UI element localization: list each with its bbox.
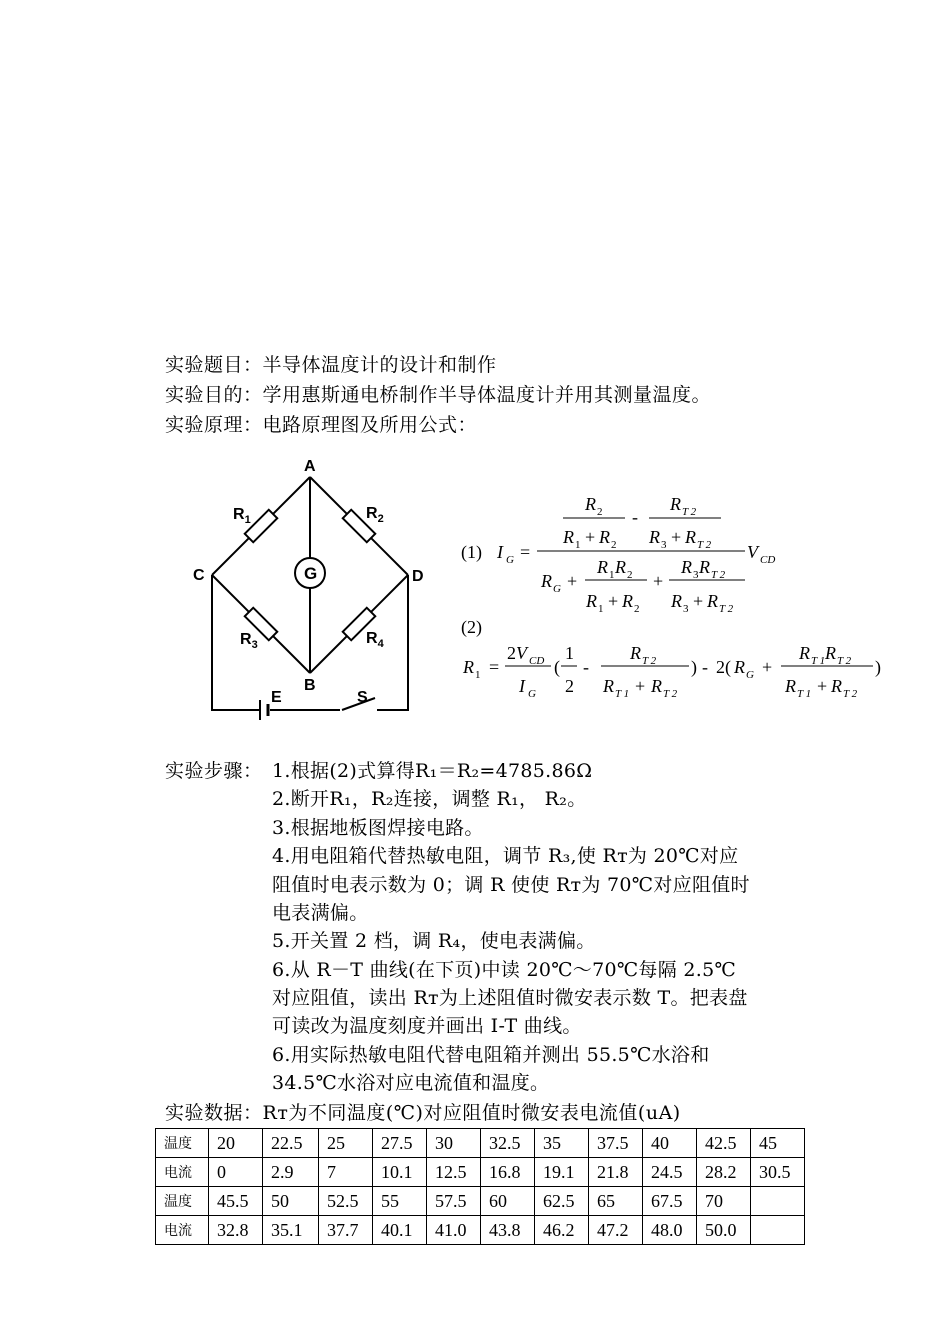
svg-text:3: 3 — [693, 569, 699, 581]
svg-text:R: R — [599, 527, 610, 547]
svg-text:R: R — [707, 591, 718, 611]
row-label: 温度 — [156, 1187, 209, 1216]
svg-text:R: R — [615, 557, 626, 577]
svg-text:+: + — [608, 591, 619, 611]
step-7-line-1: 6.用实际热敏电阻代替电阻箱并测出 55.5℃水浴和 — [272, 1044, 710, 1066]
data-description: Rᴛ为不同温度(℃)对应阻值时微安表电流值(uA) — [262, 1102, 681, 1124]
bridge-circuit-diagram — [185, 452, 435, 727]
r1-label: $R_1$ — [233, 506, 251, 526]
table-cell: 55 — [373, 1187, 427, 1216]
svg-text:R: R — [585, 494, 596, 514]
table-cell: 57.5 — [427, 1187, 481, 1216]
step-4-line-2: 阻值时电表示数为 0；调 R 使使 Rᴛ为 70℃对应阻值时 — [272, 874, 750, 896]
table-row — [156, 1187, 805, 1216]
purpose-text: 学用惠斯通电桥制作半导体温度计并用其测量温度。 — [262, 384, 712, 406]
row-label: 电流 — [156, 1216, 209, 1245]
svg-text:R: R — [563, 527, 574, 547]
r4-label: $R_4$ — [366, 630, 384, 650]
svg-text:I: I — [497, 542, 503, 562]
table-cell: 21.8 — [589, 1158, 643, 1187]
formula-2 — [462, 643, 881, 700]
table-cell: 22.5 — [263, 1129, 319, 1158]
table-cell: 16.8 — [481, 1158, 535, 1187]
data-table — [155, 1128, 805, 1245]
svg-text:T 2: T 2 — [697, 539, 712, 551]
table-cell: 50.0 — [697, 1216, 751, 1245]
principle-label: 实验原理： — [165, 414, 263, 436]
svg-text:=: = — [489, 657, 500, 677]
title-label: 实验题目： — [165, 354, 263, 376]
svg-text:G: G — [506, 554, 514, 566]
svg-text:+: + — [635, 676, 646, 696]
svg-text:T 1: T 1 — [811, 655, 826, 667]
svg-text:+: + — [817, 676, 828, 696]
table-cell: 2.9 — [263, 1158, 319, 1187]
svg-text:G: G — [553, 583, 561, 595]
table-cell: 67.5 — [643, 1187, 697, 1216]
galvanometer-label: G — [304, 564, 318, 583]
table-cell: 24.5 — [643, 1158, 697, 1187]
table-cell: 40.1 — [373, 1216, 427, 1245]
svg-text:R: R — [785, 676, 796, 696]
svg-text:T 2: T 2 — [682, 506, 697, 518]
table-cell: 50 — [263, 1187, 319, 1216]
table-cell: 28.2 — [697, 1158, 751, 1187]
svg-text:T 2: T 2 — [642, 655, 657, 667]
svg-text:R: R — [825, 643, 836, 663]
table-cell: 0 — [209, 1158, 263, 1187]
table-cell: 35.1 — [263, 1216, 319, 1245]
svg-text:+: + — [693, 591, 704, 611]
title-text: 半导体温度计的设计和制作 — [262, 354, 497, 376]
purpose-label: 实验目的： — [165, 384, 263, 406]
svg-text:3: 3 — [683, 603, 689, 615]
table-cell: 25 — [319, 1129, 373, 1158]
step-6-line-3: 可读改为温度刻度并画出 I-T 曲线。 — [272, 1015, 582, 1037]
table-cell: 27.5 — [373, 1129, 427, 1158]
svg-text:2: 2 — [597, 506, 603, 518]
svg-text:2: 2 — [627, 569, 633, 581]
step-4-line-1: 4.用电阻箱代替热敏电阻，调节 R₃,使 Rᴛ为 20℃对应 — [272, 845, 739, 867]
svg-text:T 2: T 2 — [843, 688, 858, 700]
svg-text:T 2: T 2 — [719, 603, 734, 615]
svg-text:T 2: T 2 — [711, 569, 726, 581]
svg-text:+: + — [567, 571, 578, 591]
svg-text:=: = — [520, 542, 531, 562]
table-cell — [751, 1216, 805, 1245]
table-cell: 10.1 — [373, 1158, 427, 1187]
svg-text:2(: 2( — [716, 657, 731, 677]
step-4-line-3: 电表满偏。 — [272, 902, 369, 924]
svg-text:R: R — [649, 527, 660, 547]
row-label: 电流 — [156, 1158, 209, 1187]
svg-text:2: 2 — [507, 643, 516, 663]
r3-label: $R_3$ — [240, 631, 258, 651]
table-cell: 46.2 — [535, 1216, 589, 1245]
title-line — [165, 352, 497, 378]
table-cell: 65 — [589, 1187, 643, 1216]
svg-text:+: + — [671, 527, 682, 547]
svg-text:V: V — [747, 542, 758, 562]
svg-text:2: 2 — [634, 603, 640, 615]
table-cell: 32.5 — [481, 1129, 535, 1158]
step-6-line-2: 对应阻值，读出 Rᴛ为上述阻值时微安表示数 T。把表盘 — [272, 987, 748, 1009]
table-cell: 37.7 — [319, 1216, 373, 1245]
data-label: 实验数据： — [165, 1102, 263, 1124]
svg-text:+: + — [762, 657, 773, 677]
step-2: 2.断开R₁，R₂连接，调整 R₁， R₂。 — [272, 788, 587, 810]
node-c-label: C — [193, 567, 205, 584]
table-cell: 12.5 — [427, 1158, 481, 1187]
svg-text:-: - — [583, 657, 589, 677]
table-cell: 32.8 — [209, 1216, 263, 1245]
svg-text:R: R — [670, 494, 681, 514]
principle-text: 电路原理图及所用公式： — [262, 414, 478, 436]
step-6-line-1: 6.从 R－T 曲线(在下页)中读 20℃～70℃每隔 2.5℃ — [272, 959, 737, 981]
table-cell: 45.5 — [209, 1187, 263, 1216]
table-cell: 62.5 — [535, 1187, 589, 1216]
svg-text:+: + — [585, 527, 596, 547]
table-cell: 20 — [209, 1129, 263, 1158]
svg-text:G: G — [528, 688, 536, 700]
formula-1-label: (1) — [461, 542, 482, 562]
svg-text:1: 1 — [575, 539, 581, 551]
table-cell: 7 — [319, 1158, 373, 1187]
svg-text:R: R — [831, 676, 842, 696]
svg-text:CD: CD — [760, 554, 776, 566]
svg-text:1: 1 — [475, 669, 481, 681]
formula-2-label: (2) — [461, 617, 482, 637]
svg-text:T 2: T 2 — [837, 655, 852, 667]
table-cell: 37.5 — [589, 1129, 643, 1158]
table-cell: 47.2 — [589, 1216, 643, 1245]
node-a-label: A — [304, 458, 316, 475]
svg-text:R: R — [603, 676, 614, 696]
svg-text:): ) — [875, 657, 881, 677]
svg-text:R: R — [622, 591, 633, 611]
data-line — [165, 1100, 681, 1126]
table-cell: 48.0 — [643, 1216, 697, 1245]
steps-label: 实验步骤： — [165, 760, 263, 782]
row-label: 温度 — [156, 1129, 209, 1158]
svg-text:R: R — [734, 657, 745, 677]
table-cell — [751, 1187, 805, 1216]
svg-text:2: 2 — [565, 676, 574, 696]
r2-label: $R_2$ — [366, 505, 384, 525]
principle-line — [165, 412, 477, 438]
svg-text:2: 2 — [611, 539, 617, 551]
svg-text:R: R — [597, 557, 608, 577]
table-cell: 60 — [481, 1187, 535, 1216]
table-cell: 35 — [535, 1129, 589, 1158]
svg-text:R: R — [651, 676, 662, 696]
table-cell: 52.5 — [319, 1187, 373, 1216]
table-row — [156, 1158, 805, 1187]
svg-text:R: R — [685, 527, 696, 547]
table-row — [156, 1216, 805, 1245]
svg-text:(: ( — [554, 657, 560, 677]
svg-text:3: 3 — [661, 539, 667, 551]
battery-label: E — [271, 689, 282, 706]
table-cell: 42.5 — [697, 1129, 751, 1158]
switch-label: S — [357, 689, 368, 706]
svg-text:T 2: T 2 — [663, 688, 678, 700]
svg-text:T 1: T 1 — [797, 688, 812, 700]
step-3: 3.根据地板图焊接电路。 — [272, 817, 484, 839]
svg-text:R: R — [541, 571, 552, 591]
table-cell: 45 — [751, 1129, 805, 1158]
svg-text:1: 1 — [565, 643, 574, 663]
svg-text:1: 1 — [598, 603, 604, 615]
table-cell: 70 — [697, 1187, 751, 1216]
svg-text:R: R — [681, 557, 692, 577]
table-cell: 30 — [427, 1129, 481, 1158]
svg-text:1: 1 — [609, 569, 615, 581]
table-cell: 40 — [643, 1129, 697, 1158]
step-5: 5.开关置 2 档，调 R₄，使电表满偏。 — [272, 930, 596, 952]
table-cell: 30.5 — [751, 1158, 805, 1187]
svg-text:V: V — [516, 643, 527, 663]
svg-text:R: R — [699, 557, 710, 577]
svg-text:-: - — [702, 657, 708, 677]
svg-text:R: R — [799, 643, 810, 663]
step-1: 1.根据(2)式算得R₁＝R₂=4785.86Ω — [272, 760, 593, 782]
svg-text:CD: CD — [529, 655, 545, 667]
svg-text:+: + — [653, 571, 664, 591]
svg-text:-: - — [632, 507, 638, 527]
svg-text:R: R — [630, 643, 641, 663]
step-7-line-2: 34.5℃水浴对应电流值和温度。 — [272, 1072, 550, 1094]
purpose-line — [165, 382, 711, 408]
node-b-label: B — [304, 677, 316, 694]
table-row — [156, 1129, 805, 1158]
formula-1 — [496, 494, 775, 615]
svg-text:T 1: T 1 — [615, 688, 630, 700]
svg-text:I: I — [519, 676, 525, 696]
svg-text:R: R — [586, 591, 597, 611]
svg-text:G: G — [746, 669, 754, 681]
svg-text:R: R — [463, 657, 474, 677]
formulas-block — [455, 485, 895, 715]
node-d-label: D — [412, 568, 424, 585]
table-cell: 43.8 — [481, 1216, 535, 1245]
table-cell: 19.1 — [535, 1158, 589, 1187]
svg-text:): ) — [691, 657, 697, 677]
table-cell: 41.0 — [427, 1216, 481, 1245]
svg-text:R: R — [671, 591, 682, 611]
